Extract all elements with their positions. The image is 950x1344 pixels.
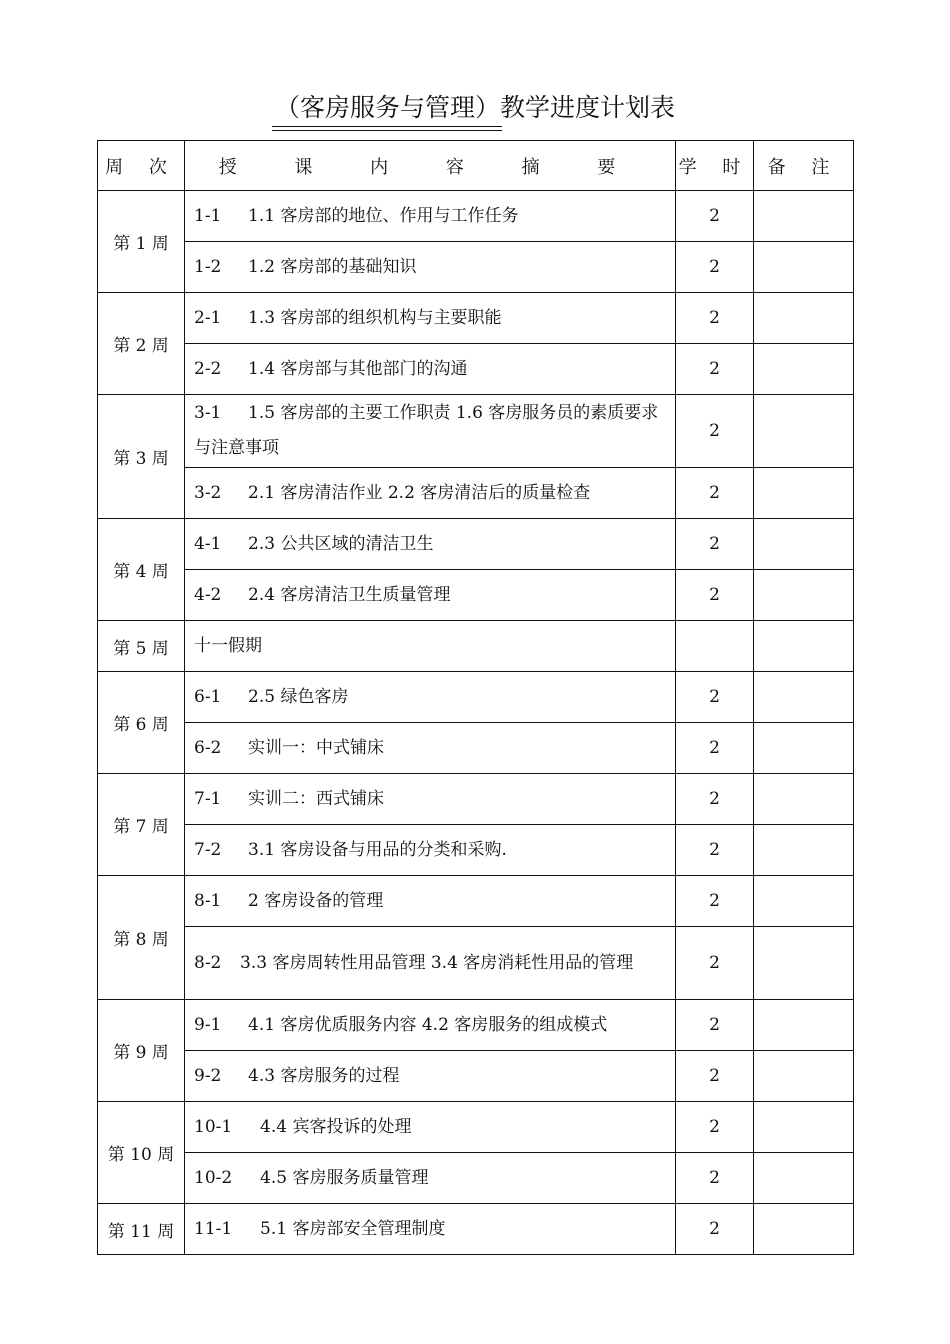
lesson-text: 2.3 公共区域的清洁卫生 — [248, 533, 434, 554]
lesson-code: 10-1 — [194, 1116, 233, 1137]
notes-cell — [754, 621, 854, 672]
table-row — [98, 1153, 854, 1204]
lesson-code: 8-1 — [194, 890, 222, 911]
lesson-text: 4.1 客房优质服务内容 4.2 客房服务的组成模式 — [248, 1014, 608, 1035]
hours-cell: 2 — [676, 242, 754, 293]
content-cell — [185, 1000, 676, 1051]
hours-cell: 2 — [676, 774, 754, 825]
table-row — [98, 825, 854, 876]
lesson-code: 3-2 — [194, 482, 222, 503]
table-row — [98, 1204, 854, 1255]
content-cell — [185, 723, 676, 774]
title-double-underline — [272, 126, 502, 131]
header-hours: 学 时 — [676, 141, 754, 191]
hours-cell: 2 — [676, 1051, 754, 1102]
table-row — [98, 774, 854, 825]
table-row — [98, 293, 854, 344]
lesson-code: 4-2 — [194, 584, 222, 605]
lesson-text: 4.3 客房服务的过程 — [248, 1065, 400, 1086]
hours-cell: 2 — [676, 1204, 754, 1255]
week-cell: 第 10 周 — [98, 1102, 185, 1204]
lesson-text: 2 客房设备的管理 — [248, 890, 384, 911]
notes-cell — [754, 1153, 854, 1204]
lesson-code: 2-1 — [194, 307, 222, 328]
header-week: 周 次 — [98, 141, 185, 191]
notes-cell — [754, 344, 854, 395]
hours-cell: 2 — [676, 519, 754, 570]
hours-cell: 2 — [676, 468, 754, 519]
content-cell — [185, 876, 676, 927]
table-row — [98, 191, 854, 242]
notes-cell — [754, 723, 854, 774]
content-cell — [185, 825, 676, 876]
lesson-text: 1.3 客房部的组织机构与主要职能 — [248, 307, 502, 328]
week-cell: 第 5 周 — [98, 621, 185, 672]
lesson-text: 1.5 客房部的主要工作职责 1.6 客房服务员的素质要求与注意事项 — [194, 403, 659, 458]
hours-cell: 2 — [676, 672, 754, 723]
content-cell — [185, 1204, 676, 1255]
lesson-code: 2-2 — [194, 358, 222, 379]
lesson-code: 7-2 — [194, 839, 222, 860]
notes-cell — [754, 519, 854, 570]
hours-cell: 2 — [676, 191, 754, 242]
hours-cell: 2 — [676, 1000, 754, 1051]
week-cell: 第 1 周 — [98, 191, 185, 293]
table-row — [98, 1000, 854, 1051]
week-cell: 第 11 周 — [98, 1204, 185, 1255]
lesson-text: 4.5 客房服务质量管理 — [260, 1167, 429, 1188]
notes-cell — [754, 876, 854, 927]
hours-cell — [676, 621, 754, 672]
table-row — [98, 723, 854, 774]
table-row — [98, 395, 854, 468]
table-row — [98, 876, 854, 927]
week-cell: 第 6 周 — [98, 672, 185, 774]
content-cell — [185, 468, 676, 519]
table-row — [98, 570, 854, 621]
lesson-code: 6-2 — [194, 737, 222, 758]
notes-cell — [754, 242, 854, 293]
hours-cell: 2 — [676, 344, 754, 395]
table-row — [98, 1051, 854, 1102]
notes-cell — [754, 468, 854, 519]
lesson-text: 2.1 客房清洁作业 2.2 客房清洁后的质量检查 — [248, 482, 591, 503]
header-row — [98, 141, 854, 191]
hours-cell: 2 — [676, 570, 754, 621]
table-row — [98, 468, 854, 519]
week-cell: 第 2 周 — [98, 293, 185, 395]
content-cell — [185, 395, 676, 468]
week-cell: 第 4 周 — [98, 519, 185, 621]
content-cell — [185, 1153, 676, 1204]
notes-cell — [754, 570, 854, 621]
lesson-code: 1-1 — [194, 205, 222, 226]
content-cell — [185, 1051, 676, 1102]
document-title: （客房服务与管理）教学进度计划表 — [274, 93, 675, 122]
notes-cell — [754, 293, 854, 344]
week-cell: 第 3 周 — [98, 395, 185, 519]
lesson-text: 3.1 客房设备与用品的分类和采购. — [248, 839, 507, 860]
hours-cell: 2 — [676, 825, 754, 876]
content-cell — [185, 570, 676, 621]
lesson-text: 5.1 客房部安全管理制度 — [260, 1218, 446, 1239]
notes-cell — [754, 191, 854, 242]
content-cell — [185, 774, 676, 825]
content-cell — [185, 242, 676, 293]
lesson-text: 1.4 客房部与其他部门的沟通 — [248, 358, 468, 379]
table-row — [98, 242, 854, 293]
hours-cell: 2 — [676, 723, 754, 774]
lesson-text: 1.1 客房部的地位、作用与工作任务 — [248, 205, 519, 226]
content-cell — [185, 191, 676, 242]
hours-cell: 2 — [676, 1102, 754, 1153]
notes-cell — [754, 774, 854, 825]
lesson-code: 9-2 — [194, 1065, 222, 1086]
week-cell: 第 9 周 — [98, 1000, 185, 1102]
content-cell — [185, 927, 676, 1000]
lesson-code: 11-1 — [194, 1218, 233, 1239]
lesson-text: 实训二：西式铺床 — [248, 788, 384, 809]
lesson-text: 3.3 客房周转性用品管理 3.4 客房消耗性用品的管理 — [240, 952, 634, 973]
content-cell — [185, 672, 676, 723]
lesson-code: 9-1 — [194, 1014, 222, 1035]
week-cell: 第 7 周 — [98, 774, 185, 876]
hours-cell: 2 — [676, 395, 754, 468]
table-outer-right-border — [853, 140, 854, 1241]
notes-cell — [754, 1051, 854, 1102]
header-content: 授 课 内 容 摘 要 — [185, 141, 676, 191]
lesson-code: 7-1 — [194, 788, 222, 809]
lesson-code: 3-1 — [194, 403, 222, 423]
content-cell — [185, 621, 676, 672]
lesson-text: 十一假期 — [194, 635, 262, 656]
lesson-code: 10-2 — [194, 1167, 233, 1188]
notes-cell — [754, 927, 854, 1000]
lesson-code: 6-1 — [194, 686, 222, 707]
hours-cell: 2 — [676, 1153, 754, 1204]
lesson-text: 2.4 客房清洁卫生质量管理 — [248, 584, 451, 605]
table-row — [98, 621, 854, 672]
header-notes: 备 注 — [754, 141, 854, 191]
hours-cell: 2 — [676, 293, 754, 344]
week-cell: 第 8 周 — [98, 876, 185, 1000]
notes-cell — [754, 672, 854, 723]
lesson-text: 2.5 绿色客房 — [248, 686, 349, 707]
notes-cell — [754, 1102, 854, 1153]
lesson-text: 1.2 客房部的基础知识 — [248, 256, 417, 277]
table-row — [98, 927, 854, 1000]
lesson-code: 8-2 — [194, 952, 222, 973]
notes-cell — [754, 1204, 854, 1255]
lesson-code: 1-2 — [194, 256, 222, 277]
table-row — [98, 1102, 854, 1153]
table-row — [98, 344, 854, 395]
hours-cell: 2 — [676, 876, 754, 927]
schedule-table — [97, 140, 854, 1255]
notes-cell — [754, 1000, 854, 1051]
content-cell — [185, 293, 676, 344]
lesson-text: 实训一：中式铺床 — [248, 737, 384, 758]
table-row — [98, 519, 854, 570]
hours-cell: 2 — [676, 927, 754, 1000]
lesson-code: 4-1 — [194, 533, 222, 554]
lesson-text: 4.4 宾客投诉的处理 — [260, 1116, 412, 1137]
notes-cell — [754, 395, 854, 468]
table-row — [98, 672, 854, 723]
content-cell — [185, 344, 676, 395]
content-cell — [185, 1102, 676, 1153]
content-cell — [185, 519, 676, 570]
notes-cell — [754, 825, 854, 876]
